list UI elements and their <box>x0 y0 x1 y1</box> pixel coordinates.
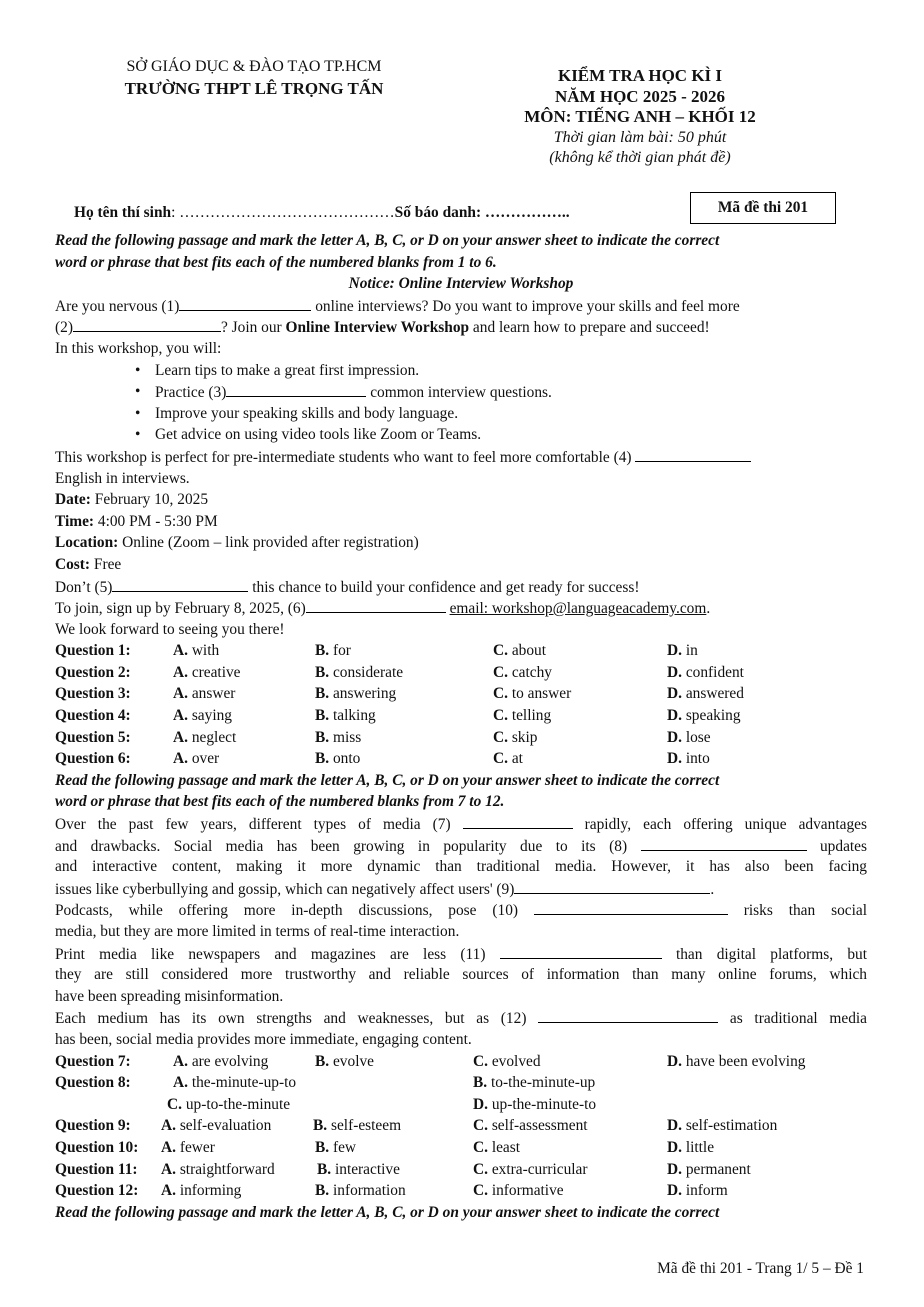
question-row <box>55 727 867 749</box>
school-name: TRƯỜNG THPT LÊ TRỌNG TẤN <box>124 78 384 98</box>
blank-8 <box>641 835 807 851</box>
option-a: A. are evolving <box>173 1052 269 1070</box>
passage1-line: We look forward to seeing you there! <box>55 620 285 638</box>
blank-10 <box>534 899 728 915</box>
passage-text: rapidly, each offering unique advantages <box>584 816 867 834</box>
option-d: D. self-estimation <box>667 1117 778 1135</box>
question-row <box>55 1094 867 1116</box>
question-label: Question 8: <box>55 1074 131 1092</box>
exam-title: KIỂM TRA HỌC KÌ I <box>557 66 723 85</box>
option-d: D. permanent <box>667 1160 751 1178</box>
question-label: Question 3: <box>55 685 131 703</box>
option-c: C. skip <box>493 728 538 746</box>
bullet-item: • Learn tips to make a great first impression. <box>55 360 867 382</box>
option-a: A. with <box>173 642 220 660</box>
blank-9 <box>514 878 710 894</box>
question-label: Question 7: <box>55 1052 131 1070</box>
exam-duration-note: (không kể thời gian phát đề) <box>549 149 731 167</box>
passage1-line: In this workshop, you will: <box>55 339 222 357</box>
passage-text: Practice (3) <box>155 384 227 402</box>
exam-code-box: Mã đề thi 201 <box>690 192 836 224</box>
question-list-1-6 <box>55 640 867 770</box>
bullet-item: • Improve your speaking skills and body language. <box>55 403 867 425</box>
notice-title: Notice: Online Interview Workshop <box>348 275 574 293</box>
header-right <box>490 66 790 169</box>
passage-text: issues like cyberbullying and gossip, which can negatively affect users' (9) <box>55 880 515 898</box>
option-d: D. inform <box>667 1182 728 1200</box>
passage-text: risks than social <box>743 902 867 920</box>
option-b: B. few <box>315 1138 357 1156</box>
question-row <box>55 1180 867 1202</box>
option-a: A. informing <box>161 1182 242 1200</box>
question-row <box>55 1072 867 1094</box>
question-row <box>55 748 867 770</box>
option-a: A. the-minute-up-to <box>173 1074 297 1092</box>
blank-6 <box>306 597 446 613</box>
question-label: Question 9: <box>55 1117 131 1135</box>
passage2-line <box>55 1007 867 1029</box>
school-year: NĂM HỌC 2025 - 2026 <box>555 86 725 106</box>
header-left <box>64 56 444 99</box>
part2-instruction: Read the following passage and mark the letter A, B, C, or D on your answer sheet to indicate the correct <box>55 771 720 789</box>
option-b: B. interactive <box>317 1160 400 1178</box>
option-b: B. miss <box>315 728 362 746</box>
bullet-item: • Get advice on using video tools like Zoom or Teams. <box>55 424 867 446</box>
option-d: D. lose <box>667 728 711 746</box>
passage-text: Podcasts, while offering more in-depth discussions, pose (10) <box>55 902 519 920</box>
option-c: C. evolved <box>473 1052 541 1070</box>
question-label: Question 12: <box>55 1182 139 1200</box>
passage-text: Print media like newspapers and magazines are less (11) <box>55 945 486 963</box>
option-d: D. answered <box>667 685 744 703</box>
passage-text: (2) <box>55 319 73 337</box>
time-label: Time: <box>55 512 95 530</box>
option-c: C. about <box>493 642 547 660</box>
part2-instruction-cont: word or phrase that best fits each of the numbered blanks from 7 to 12. <box>55 793 505 811</box>
option-a: A. straightforward <box>161 1160 275 1178</box>
passage2-line: and interactive content, making it more dynamic than traditional media. However, it has also been facing <box>55 858 867 876</box>
passage2-line <box>55 878 867 900</box>
blank-11 <box>500 943 662 959</box>
question-row <box>55 1115 867 1137</box>
subject-title: MÔN: TIẾNG ANH – KHỐI 12 <box>524 107 756 127</box>
passage2-line: they are still considered more trustworthy and reliable sources of information than many online forums, which <box>55 966 867 984</box>
question-row <box>55 640 867 662</box>
option-b: B. answering <box>315 685 397 703</box>
option-b: B. for <box>315 642 351 660</box>
option-d: D. speaking <box>667 707 741 725</box>
option-a: A. neglect <box>173 728 237 746</box>
option-d: D. into <box>667 750 710 768</box>
question-row <box>55 1159 867 1181</box>
option-a: A. self-evaluation <box>161 1117 272 1135</box>
passage2-line <box>55 899 867 921</box>
passage2-line <box>55 943 867 965</box>
passage-text: this chance to build your confidence and get ready for success! <box>252 578 640 596</box>
option-b: B. self-esteem <box>313 1117 402 1135</box>
option-a: A. saying <box>173 707 232 725</box>
blank-1 <box>179 295 311 311</box>
option-b: B. considerate <box>315 663 404 681</box>
option-d: D. in <box>667 642 698 660</box>
passage1-line <box>55 316 867 338</box>
passage2-line <box>55 835 867 857</box>
event-location <box>55 532 867 554</box>
student-name-dots: : …………………………………… <box>171 204 395 221</box>
passage-text: and learn how to prepare and succeed! <box>469 319 710 337</box>
blank-2 <box>73 316 221 332</box>
passage-text: Each medium has its own strengths and weaknesses, but as (12) <box>55 1010 527 1028</box>
passage1-line <box>55 597 867 619</box>
event-date <box>55 489 867 511</box>
option-b: B. talking <box>315 707 376 725</box>
passage-text: than digital platforms, but <box>675 945 867 963</box>
blank-4 <box>635 446 751 462</box>
question-list-7-12 <box>55 1051 867 1202</box>
option-c: C. informative <box>473 1182 564 1200</box>
passage-text: This workshop is perfect for pre-intermediate students who want to feel more comfortable (4) <box>55 448 632 466</box>
passage-text: updates <box>819 837 867 855</box>
option-a: A. creative <box>173 663 241 681</box>
option-c: C. self-assessment <box>473 1117 588 1135</box>
option-a: A. over <box>173 750 220 768</box>
blank-7 <box>463 813 573 829</box>
event-cost <box>55 554 867 576</box>
option-c: C. extra-curricular <box>473 1160 588 1178</box>
option-c: C. least <box>473 1138 521 1156</box>
option-b: B. to-the-minute-up <box>473 1074 596 1092</box>
passage-text: . <box>710 880 715 898</box>
passage2-line <box>55 813 867 835</box>
bullet-item <box>55 381 867 403</box>
option-a: A. answer <box>173 685 236 703</box>
passage2-line: has been, social media provides more immediate, engaging content. <box>55 1030 472 1048</box>
cost-value: Free <box>90 555 122 573</box>
option-c: C. at <box>493 750 523 768</box>
blank-12 <box>538 1007 718 1023</box>
option-c: C. up-to-the-minute <box>167 1095 291 1113</box>
part1-instruction: Read the following passage and mark the letter A, B, C, or D on your answer sheet to indicate the correct <box>55 232 720 249</box>
passage2-line: have been spreading misinformation. <box>55 987 284 1005</box>
blank-3 <box>226 381 366 397</box>
question-row <box>55 1051 867 1073</box>
workshop-name: Online Interview Workshop <box>285 319 470 337</box>
workshop-bullet-list <box>55 360 867 446</box>
option-b: B. information <box>315 1182 406 1200</box>
exam-duration: Thời gian làm bài: 50 phút <box>553 128 727 146</box>
passage-text: and drawbacks. Social media has been growing in popularity due to its (8) <box>55 837 628 855</box>
question-row <box>55 683 867 705</box>
page-footer: Mã đề thi 201 - Trang 1/ 5 – Đề 1 <box>657 1260 864 1277</box>
contact-email: email: workshop@languageacademy.com <box>449 600 707 618</box>
option-a: A. fewer <box>161 1138 215 1156</box>
passage-text: Over the past few years, different types of media (7) <box>55 816 451 834</box>
time-value: 4:00 PM - 5:30 PM <box>94 512 218 530</box>
date-value: February 10, 2025 <box>90 491 209 509</box>
student-name-label: Họ tên thí sinh <box>74 204 172 221</box>
part1-instruction-cont: word or phrase that best fits each of the numbered blanks from 1 to 6. <box>55 253 497 271</box>
department-name: SỞ GIÁO DỤC & ĐÀO TẠO TP.HCM <box>126 58 382 75</box>
option-b: B. evolve <box>315 1052 374 1070</box>
event-time <box>55 511 867 533</box>
passage-text: Don’t (5) <box>55 578 113 596</box>
passage-text: common interview questions. <box>370 384 552 402</box>
question-label: Question 10: <box>55 1138 139 1156</box>
question-row <box>55 705 867 727</box>
passage-text: . <box>706 600 711 618</box>
option-d: D. up-the-minute-to <box>473 1095 597 1113</box>
question-row <box>55 662 867 684</box>
option-c: C. to answer <box>493 685 572 703</box>
passage-text: as traditional media <box>729 1010 867 1028</box>
location-label: Location: <box>55 534 119 552</box>
question-label: Question 5: <box>55 728 131 746</box>
option-d: D. little <box>667 1138 715 1156</box>
passage-text: To join, sign up by February 8, 2025, (6) <box>55 600 306 618</box>
date-label: Date: <box>55 491 91 509</box>
passage1-line <box>55 446 867 468</box>
question-label: Question 6: <box>55 750 131 768</box>
option-c: C. telling <box>493 707 552 725</box>
option-d: D. confident <box>667 663 744 681</box>
option-c: C. catchy <box>493 663 552 681</box>
question-label: Question 1: <box>55 642 131 660</box>
passage1-line <box>55 295 867 317</box>
passage-text: online interviews? Do you want to improve your skills and feel more <box>315 297 740 315</box>
question-label: Question 11: <box>55 1160 138 1178</box>
exam-body <box>55 230 867 1223</box>
option-b: B. onto <box>315 750 361 768</box>
passage1-line: English in interviews. <box>55 469 190 487</box>
option-d: D. have been evolving <box>667 1052 806 1070</box>
student-id-label: Số báo danh: …………….. <box>394 204 570 221</box>
question-label: Question 2: <box>55 663 131 681</box>
passage2-line: media, but they are more limited in terms of real-time interaction. <box>55 923 460 940</box>
part3-instruction: Read the following passage and mark the letter A, B, C, or D on your answer sheet to indicate the correct <box>55 1203 720 1221</box>
passage-text: ? Join our <box>220 319 286 337</box>
question-row <box>55 1137 867 1159</box>
passage1-line <box>55 576 867 598</box>
blank-5 <box>112 576 248 592</box>
passage-text: Are you nervous (1) <box>55 297 180 315</box>
cost-label: Cost: <box>55 555 91 573</box>
question-label: Question 4: <box>55 707 131 725</box>
student-info-line <box>74 202 570 224</box>
location-value: Online (Zoom – link provided after registration) <box>118 534 419 552</box>
